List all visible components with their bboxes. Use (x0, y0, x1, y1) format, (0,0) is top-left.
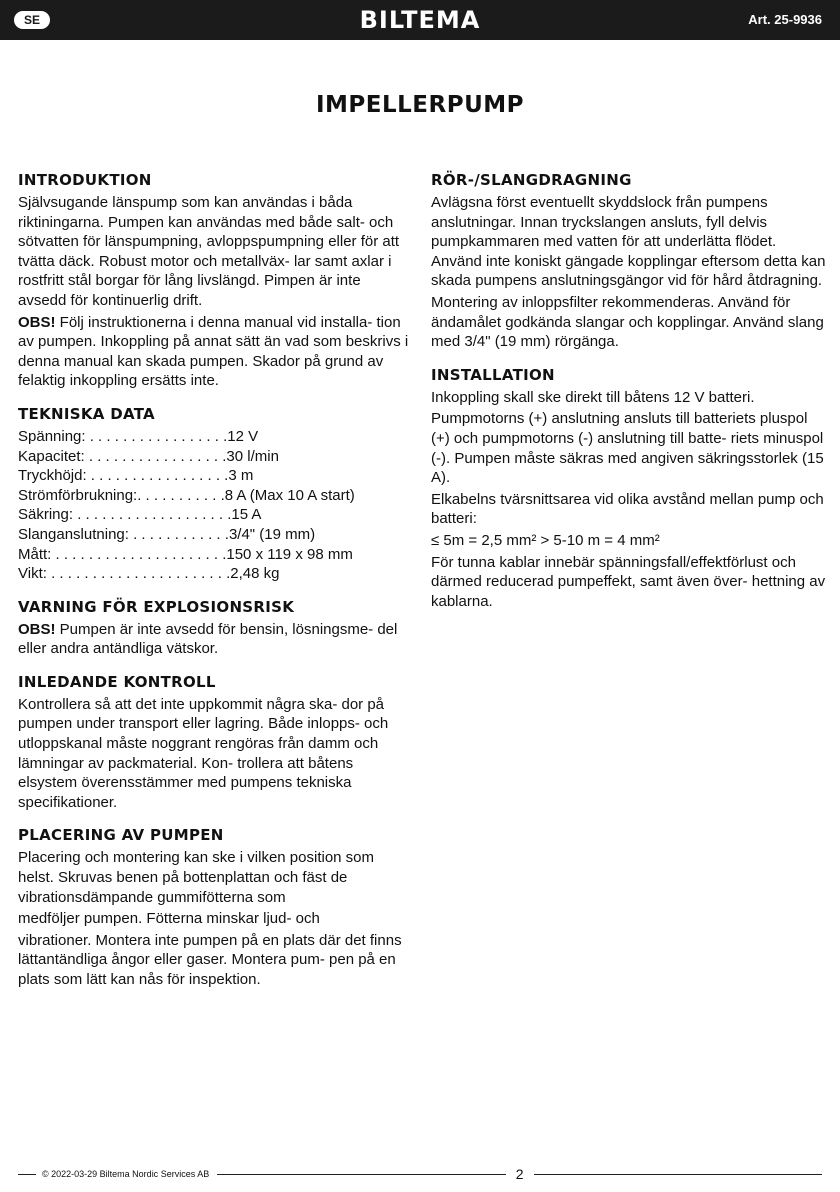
spec-label: Slanganslutning: . . . . . . . . . . . . (18, 525, 229, 543)
article-number: Art. 25-9936 (748, 12, 822, 27)
section-explosion-warning (18, 597, 413, 659)
section-heading: PLACERING AV PUMPEN (18, 826, 224, 845)
page-number: 2 (515, 1166, 524, 1182)
obs-text: Pumpen är inte avsedd för bensin, lösningsme- del eller andra antändliga vätskor. (18, 620, 398, 658)
top-bar (0, 0, 840, 40)
spec-row (18, 525, 413, 545)
spec-value: 12 V (227, 427, 259, 445)
spec-label: Spänning: . . . . . . . . . . . . . . . . . (18, 427, 228, 445)
section-pipe-routing (431, 170, 826, 352)
paragraph: Självsugande länspump som kan användas i båda riktiningarna. Pumpen kan användas med både salt- och sötvatten för länspumpning, avloppspumpning eller för att tvätta däck. Robust motor och metallväx- lar samt axlar i rostfritt stål borgar för lång livslängd. Pimpen är inte avsedd för kontinuerlig drift. (18, 194, 400, 309)
footer-rule (18, 1174, 36, 1175)
section-heading: INSTALLATION (431, 365, 555, 384)
spec-label: Strömförbrukning:. . . . . . . . . . . (18, 486, 225, 504)
obs-paragraph (18, 620, 413, 659)
paragraph: Kontrollera så att det inte uppkommit några ska- dor på pumpen under transport eller lagring. Både inlopps- och utloppskanal måste noggrant rengöras från damm och lämningar av packmaterial. Kon- trollera att båtens elsystem överensstämmer med pumpens tekniska specifikationer. (18, 695, 389, 811)
spec-row (18, 545, 413, 565)
spec-label: Tryckhöjd: . . . . . . . . . . . . . . . . . (18, 467, 229, 485)
page-title: IMPELLERPUMP (315, 92, 525, 118)
paragraph: vibrationer. Montera inte pumpen på en plats där det finns lättantändliga ångor eller gaser. Montera pum- pen på en plats som lätt kan nås för inspektion. (18, 931, 402, 988)
section-heading: RÖR-/SLANGDRAGNING (431, 171, 632, 189)
paragraph: Montering av inloppsfilter rekommenderas. Använd för ändamålet godkända slangar och kopplingar. Använd slang med 3/4" (19 mm) rörgänga. (431, 293, 824, 351)
spec-label: Mått: . . . . . . . . . . . . . . . . . . . . . (18, 545, 227, 563)
section-initial-check (18, 672, 413, 813)
copyright: © 2022-03-29 Biltema Nordic Services AB (42, 1169, 210, 1179)
left-column (18, 170, 413, 1003)
section-placement (18, 825, 413, 989)
spec-row (18, 564, 413, 584)
obs-paragraph (18, 313, 413, 391)
right-column (431, 170, 826, 624)
obs-label: OBS! (18, 620, 56, 638)
spec-row (18, 466, 413, 486)
footer-rule (217, 1174, 506, 1175)
section-heading: INLEDANDE KONTROLL (18, 672, 216, 691)
section-heading: TEKNISKA DATA (18, 404, 155, 423)
spec-row (18, 447, 413, 467)
obs-text: Följ instruktionerna i denna manual vid installa- tion av pumpen. Inkoppling på annat sätt än vad som beskrivs i denna manual kan skada pumpen. Skador på grund av felaktig inkoppling ersätts inte. (18, 313, 409, 390)
obs-label: OBS! (18, 313, 56, 331)
spec-row (18, 427, 413, 447)
section-heading: VARNING FÖR EXPLOSIONSRISK (18, 597, 295, 616)
paragraph: ≤ 5m = 2,5 mm² > 5-10 m = 4 mm² (431, 531, 660, 549)
paragraph: Avlägsna först eventuellt skyddslock från pumpens anslutningar. Innan tryckslangen ansluts, fyll delvis pumpkammaren med vatten för att underlätta flödet. Använd inte koniskt gängade kopplingar eftersom detta kan skada pumpens anslutningsgängor vid för hård åtdragning. (431, 194, 826, 290)
section-installation (431, 365, 826, 612)
spec-label: Vikt: . . . . . . . . . . . . . . . . . . . . . . (18, 565, 231, 583)
spec-row (18, 486, 413, 506)
spec-value: 3 m (228, 467, 254, 485)
spec-value: 15 A (231, 506, 262, 524)
spec-row (18, 505, 413, 525)
footer-rule (534, 1174, 823, 1175)
section-introduction (18, 170, 413, 391)
spec-value: 30 l/min (226, 447, 279, 465)
paragraph: För tunna kablar innebär spänningsfall/effektförlust och därmed reducerad pumpeffekt, samt även över- hettning av kablarna. (431, 553, 826, 610)
paragraph: Inkoppling skall ske direkt till båtens 12 V batteri. (431, 388, 755, 406)
spec-value: 8 A (Max 10 A start) (224, 486, 355, 504)
footer (18, 1166, 822, 1182)
brand-logo: BILTEMA (359, 6, 481, 34)
paragraph: Pumpmotorns (+) anslutning ansluts till batteriets pluspol (+) och pumpmotorns (-) anslutning till batte- riets minuspol (-). Pumpen måste säkras med angiven säkringsstorlek (15 A). (431, 410, 824, 487)
section-heading: INTRODUKTION (18, 171, 152, 189)
paragraph: Placering och montering kan ske i vilken position som helst. Skruvas benen på bottenplattan och fäst de vibrationsdämpande gummifötterna som (18, 849, 375, 906)
spec-value: 150 x 119 x 98 mm (226, 545, 353, 563)
paragraph: medföljer pumpen. Fötterna minskar ljud- och (18, 910, 320, 928)
section-technical-data (18, 404, 413, 584)
spec-label: Säkring: . . . . . . . . . . . . . . . . . . . (18, 506, 232, 524)
language-badge: SE (14, 11, 50, 29)
spec-value: 2,48 kg (230, 565, 280, 583)
paragraph: Elkabelns tvärsnittsarea vid olika avstånd mellan pump och batteri: (431, 490, 824, 528)
spec-value: 3/4" (19 mm) (228, 525, 316, 543)
spec-label: Kapacitet: . . . . . . . . . . . . . . . . . (18, 447, 227, 465)
